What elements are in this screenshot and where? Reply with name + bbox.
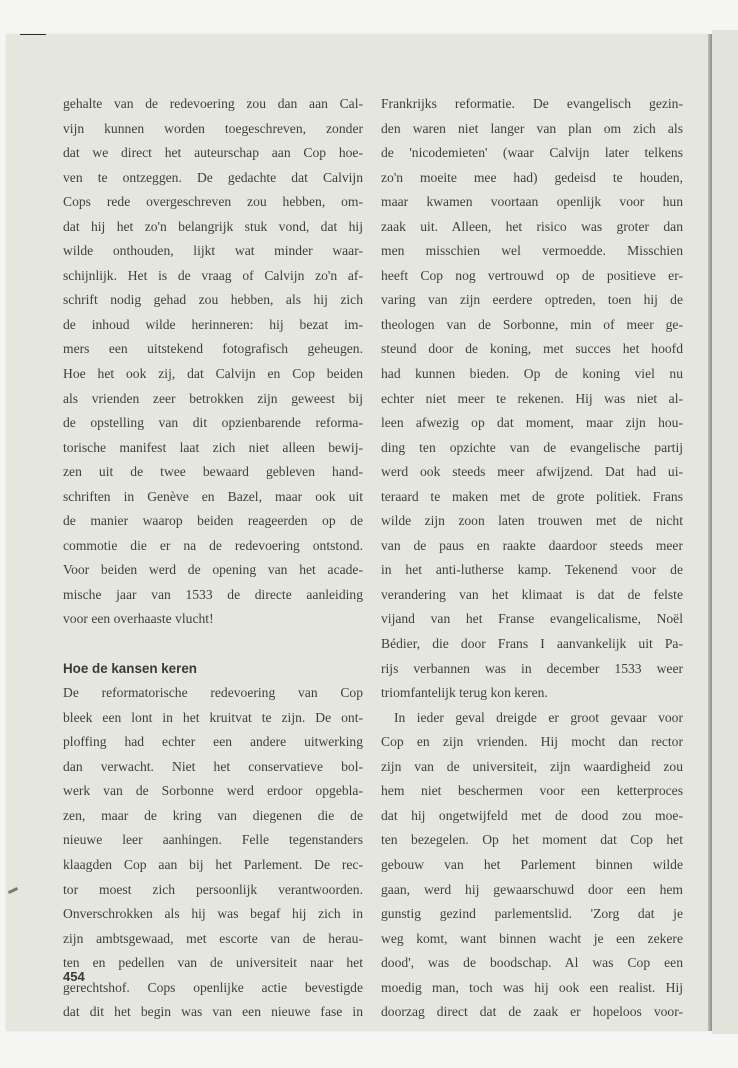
text-line: dat we direct het auteurschap aan Cop hoe- — [63, 145, 363, 161]
text-line: moedig man, toch was hij ook een realist. Hij — [381, 979, 683, 995]
text-line: zen, maar de kring van diegenen die de — [63, 807, 363, 823]
page-corner-mark — [20, 34, 46, 35]
text-line: schrift nodig gehad zou hebben, als hij zich — [63, 292, 363, 308]
text-line: ploffing had echter een andere uitwerking — [63, 734, 363, 750]
text-line: klaagden Cop aan bij het Parlement. De rec- — [63, 856, 363, 872]
page-number: 454 — [63, 969, 85, 984]
text-line: zijn ambtsgewaad, met escorte van de herau- — [63, 930, 363, 946]
left-text-column — [63, 92, 363, 1025]
text-line: als vrienden zeer betrokken zijn geweest bij — [63, 390, 363, 406]
text-line: de opstelling van dit opzienbarende reforma- — [63, 415, 363, 431]
page-gutter-shadow — [708, 34, 712, 1031]
text-line: Cop en zijn vrienden. Hij mocht dan rector — [381, 734, 683, 750]
text-line: men misschien wel vermoedde. Misschien — [381, 243, 683, 259]
text-line: rijs verbannen was in december 1533 weer — [381, 660, 683, 676]
text-line: dan verwacht. Niet het conservatieve bol- — [63, 758, 363, 774]
facing-page-edge — [712, 30, 738, 1034]
text-line: mische jaar van 1533 de directe aanleiding — [63, 586, 363, 602]
text-line: van de paus en raakte daardoor steeds meer — [381, 537, 683, 553]
text-line: wilde onthouden, lijkt wat minder waar- — [63, 243, 363, 259]
left-paragraph-2 — [63, 681, 363, 1025]
text-line: in het anti-lutherse kamp. Tekenend voor de — [381, 562, 683, 578]
text-line: bleek een lont in het kruitvat te zijn. De ont- — [63, 709, 363, 725]
text-line: nieuwe leer aanhingen. Felle tegenstanders — [63, 832, 363, 848]
text-line: ven te ontzeggen. De gedachte dat Calvijn — [63, 169, 363, 185]
text-line: Voor beiden werd de opening van het acade- — [63, 562, 363, 578]
text-line: voor een overhaaste vlucht! — [63, 611, 214, 627]
text-line: gerechtshof. Cops openlijke actie bevestigde — [63, 979, 363, 995]
text-line: heeft Cop nog vertrouwd op de positieve er- — [381, 267, 683, 283]
text-line: Bédier, die door Frans I aanvankelijk uit Pa- — [381, 636, 683, 652]
text-line: gaan, werd hij gewaarschuwd door een hem — [381, 881, 683, 897]
text-line: commotie die er na de redevoering ontstond. — [63, 537, 363, 553]
text-line: dat hij het zo'n belangrijk stuk vond, dat hij — [63, 218, 363, 234]
text-line: triomfantelijk terug kon keren. — [381, 685, 548, 701]
text-line: maar kwamen voortaan openlijk voor hun — [381, 194, 683, 210]
text-line: ding ten opzichte van de evangelische partij — [381, 439, 683, 455]
section-heading: Hoe de kansen keren — [63, 660, 197, 676]
text-line: echter niet meer te rekenen. Hij was niet al- — [381, 390, 683, 406]
right-paragraph-2 — [381, 706, 683, 1025]
left-paragraph-1 — [63, 92, 363, 632]
text-line: had kunnen bieden. Op de koning viel nu — [381, 366, 683, 382]
text-line: Frankrijks reformatie. De evangelisch gezin- — [381, 96, 683, 111]
text-line: zen uit de twee bewaard gebleven hand- — [63, 464, 363, 480]
text-line: vijn kunnen worden toegeschreven, zonder — [63, 120, 363, 136]
text-line: zaak uit. Alleen, het risico was groter dan — [381, 218, 683, 234]
text-line: vijand van het Franse evangelicalisme, Noël — [381, 611, 683, 627]
text-line: steund door de koning, met succes het hoofd — [381, 341, 683, 357]
text-line: weg komt, want binnen wacht je een zekere — [381, 930, 683, 946]
text-line: gunstig gezind parlementslid. 'Zorg dat je — [381, 906, 683, 922]
text-line: de inhoud wilde herinneren: hij bezat im- — [63, 316, 363, 332]
right-paragraph-1 — [381, 92, 683, 706]
text-line: dat hij ongetwijfeld met de dood zou moe- — [381, 807, 683, 823]
text-line: schriften in Genève en Bazel, maar ook uit — [63, 488, 363, 504]
text-line: Hoe het ook zij, dat Calvijn en Cop beiden — [63, 366, 363, 382]
text-line: varing van zijn eerdere optreden, toen hij de — [381, 292, 683, 308]
text-line: hem niet beschermen voor een ketterproces — [381, 783, 683, 799]
text-line: mers een uitstekend fotografisch geheugen. — [63, 341, 363, 357]
text-line: de manier waarop beiden reageerden op de — [63, 513, 363, 529]
text-line: zijn van de universiteit, zijn waardigheid zou — [381, 758, 683, 774]
text-line: teraard te maken met de grote politiek. Frans — [381, 488, 683, 504]
right-text-column — [381, 92, 683, 1025]
text-line: theologen van de Sorbonne, min of meer ge- — [381, 316, 683, 332]
text-line: tor moest zich persoonlijk verantwoorden. — [63, 881, 363, 897]
text-line: dat dit het begin was van een nieuwe fase in — [63, 1004, 363, 1020]
text-line: Cops rede overgeschreven zou hebben, om- — [63, 194, 363, 210]
text-line: werd ook steeds meer afwijzend. Dat had ui- — [381, 464, 683, 480]
text-line: schijnlijk. Het is de vraag of Calvijn zo'n af- — [63, 267, 363, 283]
text-line: zo'n moeite mee had) gedeisd te houden, — [381, 169, 683, 185]
text-line: werk van de Sorbonne werd erdoor opgebla- — [63, 783, 363, 799]
text-line: Onverschrokken als hij was begaf hij zich in — [63, 906, 363, 922]
text-line: gebouw van het Parlement binnen wilde — [381, 856, 683, 872]
text-line: den waren niet langer van plan om zich als — [381, 120, 683, 136]
text-line: wilde zijn zoon laten trouwen met de nicht — [381, 513, 683, 529]
text-line: gehalte van de redevoering zou dan aan Cal- — [63, 96, 363, 111]
text-line: In ieder geval dreigde er groot gevaar voor — [394, 709, 683, 725]
text-line: verandering van het klimaat is dat de felste — [381, 586, 683, 602]
text-line: torische manifest laat zich niet alleen bewij- — [63, 439, 363, 455]
text-line: doorzag direct dat de zaak er hopeloos voor- — [381, 1004, 683, 1020]
text-line: de 'nicodemieten' (waar Calvijn later telkens — [381, 145, 683, 161]
text-line: dood', was de boodschap. Al was Cop een — [381, 955, 683, 971]
text-line: leen afwezig op dat moment, maar zijn hou- — [381, 415, 683, 431]
text-line: ten en pedellen van de universiteit naar het — [63, 955, 363, 971]
paragraph-gap — [63, 632, 363, 657]
text-line: De reformatorische redevoering van Cop — [63, 685, 363, 701]
text-line: ten bezegelen. Op het moment dat Cop het — [381, 832, 683, 848]
